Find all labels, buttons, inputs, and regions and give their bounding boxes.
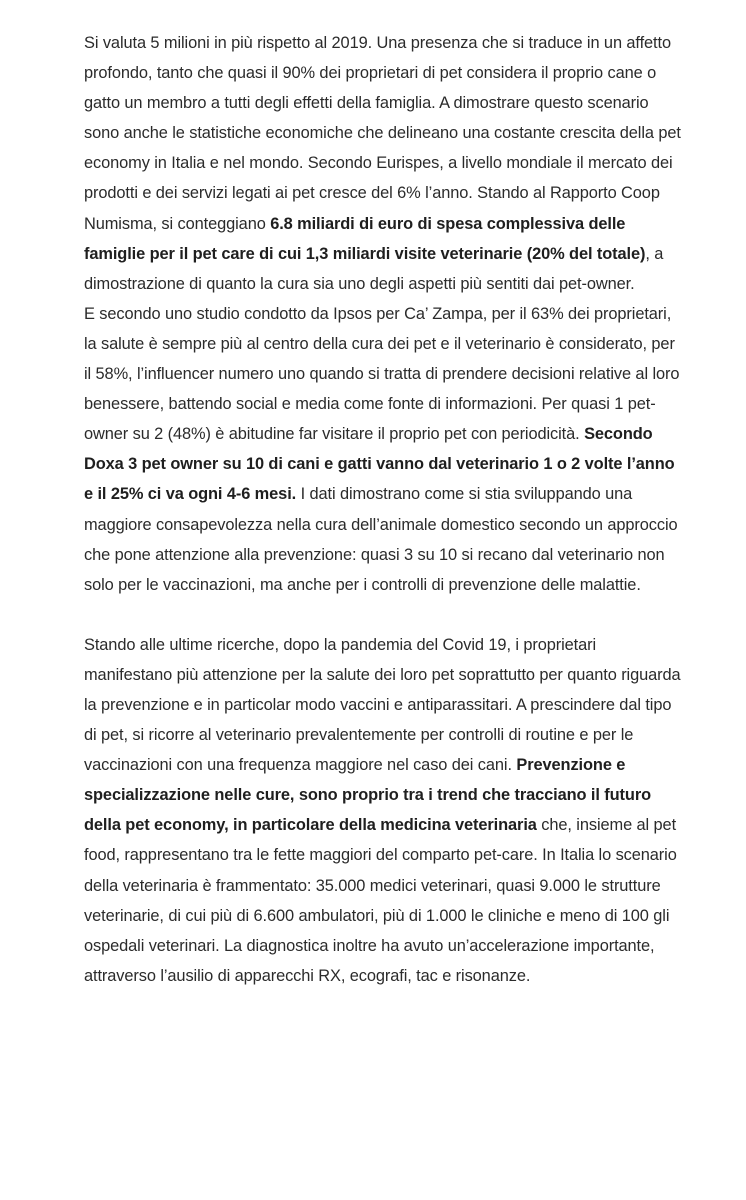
paragraph-1-bold-1: 6.8 miliardi di euro di spesa complessiva delle famiglie per il pet care di cui 1,3 miliardi visite veterinarie (20% del totale) bbox=[84, 214, 646, 263]
paragraph-1-text-4: I dati dimostrano come si stia sviluppando una maggiore consapevolezza nella cura dell’animale domestico secondo un approccio che pone attenzione alla prevenzione: quasi 3 su 10 si recano dal veterinario non solo per le vaccinazioni, ma anche per i controlli di prevenzione delle malattie. bbox=[84, 485, 678, 594]
paragraph-1-text-1: Si valuta 5 milioni in più rispetto al 2019. Una presenza che si traduce in un affetto profondo, tanto che quasi il 90% dei proprietari di pet considera il proprio cane o gatto un membro a tutti degli effetti della famiglia. A dimostrare questo scenario sono anche le statistiche economiche che delineano una costante crescita della pet economy in Italia e nel mondo. Secondo Eurispes, a livello mondiale il mercato dei prodotti e dei servizi legati ai pet cresce del 6% l’anno. Stando al Rapporto Coop Numisma, si conteggiano bbox=[84, 34, 681, 233]
paragraph-2-text-1: Stando alle ultime ricerche, dopo la pandemia del Covid 19, i proprietari manifestano più attenzione per la salute dei loro pet soprattutto per quanto riguarda la prevenzione e in particolar modo vaccini e antiparassitari. A prescindere dal tipo di pet, si ricorre al veterinario prevalentemente per controlli di routine e per le vaccinazioni con una frequenza maggiore nel caso dei cani. bbox=[84, 635, 681, 775]
paragraph-1 bbox=[84, 28, 684, 600]
paragraph-1-bold-2: Secondo Doxa 3 pet owner su 10 di cani e gatti vanno dal veterinario 1 o 2 volte l’anno e il 25% ci va ogni 4-6 mesi. bbox=[84, 425, 675, 504]
paragraph-1-text-2: , a dimostrazione di quanto la cura sia uno degli aspetti più sentiti dai pet-owner. bbox=[84, 244, 664, 293]
paragraph-2 bbox=[84, 630, 684, 991]
paragraph-1-text-3: E secondo uno studio condotto da Ipsos per Ca’ Zampa, per il 63% dei proprietari, la salute è sempre più al centro della cura dei pet e il veterinario è considerato, per il 58%, l’influencer numero uno quando si tratta di prendere decisioni relative al loro benessere, battendo social e media come fonte di informazioni. Per quasi 1 pet-owner su 2 (48%) è abitudine far visitare il proprio pet con periodicità. bbox=[84, 304, 680, 444]
paragraph-2-bold-1: Prevenzione e specializzazione nelle cure, sono proprio tra i trend che tracciano il futuro della pet economy, in particolare della medicina veterinaria bbox=[84, 756, 652, 835]
article-body bbox=[84, 28, 684, 991]
paragraph-2-text-2: che, insieme al pet food, rappresentano tra le fette maggiori del comparto pet-care. In Italia lo scenario della veterinaria è frammentato: 35.000 medici veterinari, quasi 9.000 le strutture veterinarie, di cui più di 6.600 ambulatori, più di 1.000 le cliniche e meno di 100 gli ospedali veterinari. La diagnostica inoltre ha avuto un’accelerazione importante, attraverso l’ausilio di apparecchi RX, ecografi, tac e risonanze. bbox=[84, 816, 677, 985]
